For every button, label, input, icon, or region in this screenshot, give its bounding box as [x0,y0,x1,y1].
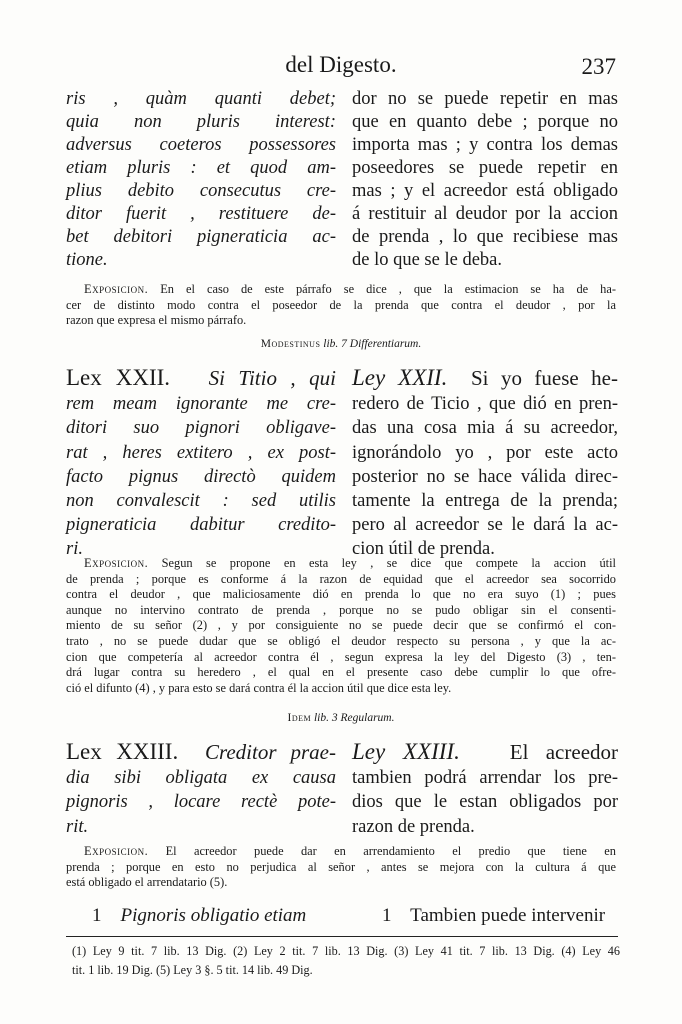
text-line: ignorándolo yo , por este acto [352,442,618,463]
text-line: cion útil de prenda. [352,539,495,560]
text-line: razon de prenda. [352,816,475,837]
text-line: contra el deudor , que maliciosamente dió en prenda lo que no era suyo (1) ; pues [66,587,616,602]
section-1-spanish [382,904,622,927]
text-line: non convalescit : sed utilis [66,491,336,512]
text-line: trato , no se puede dudar que se obligó el deudor respecto su persona , y que la ac- [66,633,616,648]
text-line: tamente la entrega de la prenda; [352,491,618,512]
spanish-column-continuation [352,88,618,272]
section-text-spanish: Tambien puede intervenir [410,905,606,926]
text-line: Lex XXII. Si Titio , qui [66,365,336,390]
law-heading-spanish: Ley XXIII. [352,739,460,764]
lex-23-latin [66,740,336,839]
text-line: de prenda , lo que recibiese mas [352,227,618,247]
section-1-latin [92,904,342,927]
source-author: Modestinus [260,338,321,350]
text-line: á restituir al deudor por la accion [352,204,618,224]
text-line: cer de distinto modo contra el poseedor de la prenda que contra el deudor , por la [66,297,616,312]
text-line: dor no se puede repetir en mas [352,89,618,109]
text-line: aunque no intervino contrato de prenda , porque no se pudo obligar sin el consenti- [66,602,616,617]
latin-column-continuation [66,88,336,272]
source-work: lib. 7 Differentiarum. [323,338,422,350]
text-line: etiam pluris : et quod am- [66,158,336,178]
text-line: pignoris , locare rectè pote- [66,792,336,813]
section-number: 1 [92,905,102,926]
footnote-line: tit. 1 lib. 19 Dig. (5) Ley 3 §. 5 tit. 14 lib. 49 Dig. [72,963,313,977]
ley-22-spanish [352,366,618,562]
text-line: pero al acreedor se le dará la ac- [352,515,618,536]
exposicion-label: Exposicion. [84,556,149,570]
exposicion-paragraph [66,556,616,696]
section-text-latin: Pignoris obligatio etiam [120,905,307,926]
law-heading-latin: Lex XXII. [66,365,171,390]
text-line: das una cosa mia á su acreedor, [352,418,618,439]
text-line: drá lugar contra su heredero , el qual en el presente caso debe cumplir lo que ofre- [66,665,616,680]
text-line: dia sibi obligata ex causa [66,768,336,789]
ley-23-spanish [352,740,618,839]
text-line: tione. [66,250,108,270]
text-line: quia non pluris interest: [66,112,336,132]
text-line: Ley XXIII. El acreedor [352,739,619,764]
text-line: prenda ; porque en esto no perjudica al señor , antes se mejora con la cultura á que [66,859,616,874]
text-line: mas ; y el acreedor está obligado [352,181,618,201]
text-line: dios que le estan obligados por [352,792,618,813]
source-author: Idem [287,712,312,724]
text-line: rit. [66,816,89,837]
text-line: Ley XXII. Si yo fuese he- [352,365,618,390]
exposicion-label: Exposicion. [84,282,149,296]
page-number: 237 [581,54,616,79]
source-work: lib. 3 Regularum. [313,712,395,724]
text-line: de lo que se le deba. [352,250,502,270]
source-citation [0,338,682,350]
text-line: poseedores se puede repetir en [352,158,618,178]
text-line: facto pignus directò quidem [66,466,336,487]
text-line: adversus coeteros possessores [66,135,336,155]
text-line: ris , quàm quanti debet; [66,89,336,109]
text-line: Exposicion. El acreedor puede dar en arrendamiento el predio que tiene en [84,844,616,858]
footnote-rule [66,936,618,937]
footnote-line: (1) Ley 9 tit. 7 lib. 13 Dig. (2) Ley 2 tit. 7 lib. 13 Dig. (3) Ley 41 tit. 7 lib. 13 Dig. (4) Ley 46 [72,944,620,958]
text-line: ditor fuerit , restituere de- [66,204,336,224]
lex-22-latin [66,366,336,562]
footnotes [72,942,620,980]
law-heading-spanish: Ley XXII. [352,365,448,390]
text-line: importa mas ; y contra los demas [352,135,618,155]
text-line: tambien podrá arrendar los pre- [352,768,618,789]
text-line: redero de Ticio , que dió en pren- [352,394,618,415]
text-line: plius debito consecutus cre- [66,181,336,201]
text-line: Exposicion. Segun se propone en esta ley , se dice que compete la accion útil [84,556,616,570]
text-line: ditori suo pignori obligave- [66,418,336,439]
text-line: pigneraticia dabitur credito- [66,515,336,536]
text-line: bet debitori pigneraticia ac- [66,227,336,247]
exposicion-paragraph [66,282,616,329]
text-line: que en quanto debe ; porque no [352,112,618,132]
text-line: ció el difunto (4) , y para esto se dará contra él la accion útil que dice esta ley. [66,680,452,695]
text-line: Exposicion. En el caso de este párrafo se dice , que la estimacion se ha de ha- [84,282,616,296]
text-line: miento de su señor (2) , y por consiguiente no se puede decir que se confirmó el con- [66,618,616,633]
text-line: rem meam ignorante me cre- [66,394,336,415]
source-citation [0,712,682,724]
section-number: 1 [382,905,392,926]
law-heading-latin: Lex XXIII. [66,739,179,764]
page-header [0,46,682,80]
text-line: rat , heres extitero , ex post- [66,442,336,463]
text-line: Lex XXIII. Creditor prae- [66,739,336,764]
text-line: de prenda ; porque es conforme á la razon de equidad que el acreedor sea socorrido [66,571,616,586]
text-line: está obligado el arrendatario (5). [66,875,228,890]
text-line: ri. [66,539,83,560]
text-line: posterior no se hace válida direc- [352,466,618,487]
text-line: cion que competería al acreedor contra él , segun expresa la ley del Digesto (3) , ten- [66,649,616,664]
exposicion-paragraph [66,844,616,891]
running-title: del Digesto. [285,52,397,77]
text-line: razon que expresa el mismo párrafo. [66,313,247,328]
exposicion-label: Exposicion. [84,844,149,858]
